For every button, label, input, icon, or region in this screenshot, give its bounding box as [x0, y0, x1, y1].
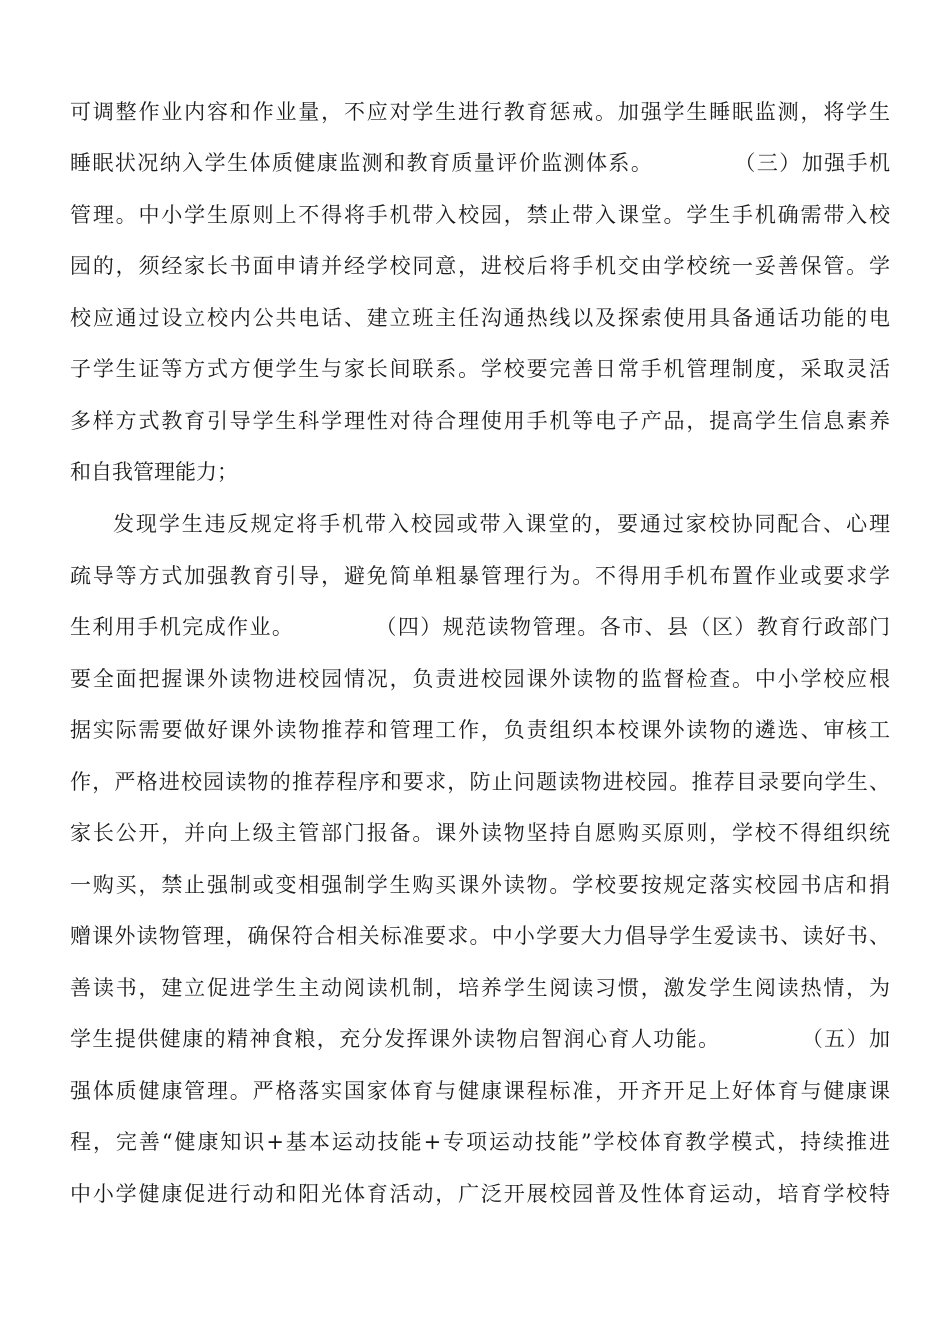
text-line: 据实际需要做好课外读物推荐和管理工作，负责组织本校课外读物的遴选、审核工	[70, 718, 890, 742]
text-line: 可调整作业内容和作业量，不应对学生进行教育惩戒。加强学生睡眠监测，将学生	[70, 100, 890, 124]
text-line: 管理。中小学生原则上不得将手机带入校园，禁止带入课堂。学生手机确需带入校	[70, 203, 890, 227]
text-line: 中小学健康促进行动和阳光体育活动，广泛开展校园普及性体育运动，培育学校特	[70, 1182, 890, 1206]
text-line: 多样方式教育引导学生科学理性对待合理使用手机等电子产品，提高学生信息素养	[70, 409, 890, 433]
text-line: 一购买，禁止强制或变相强制学生购买课外读物。学校要按规定落实校园书店和捐	[70, 873, 890, 897]
text-line: 发现学生违反规定将手机带入校园或带入课堂的，要通过家校协同配合、心理	[113, 512, 890, 536]
text-line: 疏导等方式加强教育引导，避免简单粗暴管理行为。不得用手机布置作业或要求学	[70, 564, 890, 588]
text-line: 家长公开，并向上级主管部门报备。课外读物坚持自愿购买原则，学校不得组织统	[70, 821, 890, 845]
text-line: 善读书，建立促进学生主动阅读机制，培养学生阅读习惯，激发学生阅读热情，为	[70, 976, 890, 1000]
text-line: 强体质健康管理。严格落实国家体育与健康课程标准，开齐开足上好体育与健康课	[70, 1079, 890, 1103]
text-line: 生利用手机完成作业。 （四）规范读物管理。各市、县（区）教育行政部门	[70, 615, 890, 639]
text-line: 校应通过设立校内公共电话、建立班主任沟通热线以及探索使用具备通话功能的电	[70, 306, 890, 330]
text-line: 睡眠状况纳入学生体质健康监测和教育质量评价监测体系。 （三）加强手机	[70, 151, 890, 175]
text-line: 赠课外读物管理，确保符合相关标准要求。中小学要大力倡导学生爱读书、读好书、	[70, 924, 890, 948]
text-line: 和自我管理能力；	[70, 460, 238, 484]
text-line: 程，完善“健康知识+基本运动技能+专项运动技能”学校体育教学模式，持续推进	[70, 1130, 890, 1154]
text-line: 子学生证等方式方便学生与家长间联系。学校要完善日常手机管理制度，采取灵活	[70, 357, 890, 381]
text-line: 要全面把握课外读物进校园情况，负责进校园课外读物的监督检查。中小学校应根	[70, 667, 890, 691]
text-line: 学生提供健康的精神食粮，充分发挥课外读物启智润心育人功能。 （五）加	[70, 1027, 890, 1051]
text-line: 作，严格进校园读物的推荐程序和要求，防止问题读物进校园。推荐目录要向学生、	[70, 770, 890, 794]
text-line: 园的，须经家长书面申请并经学校同意，进校后将手机交由学校统一妥善保管。学	[70, 254, 890, 278]
